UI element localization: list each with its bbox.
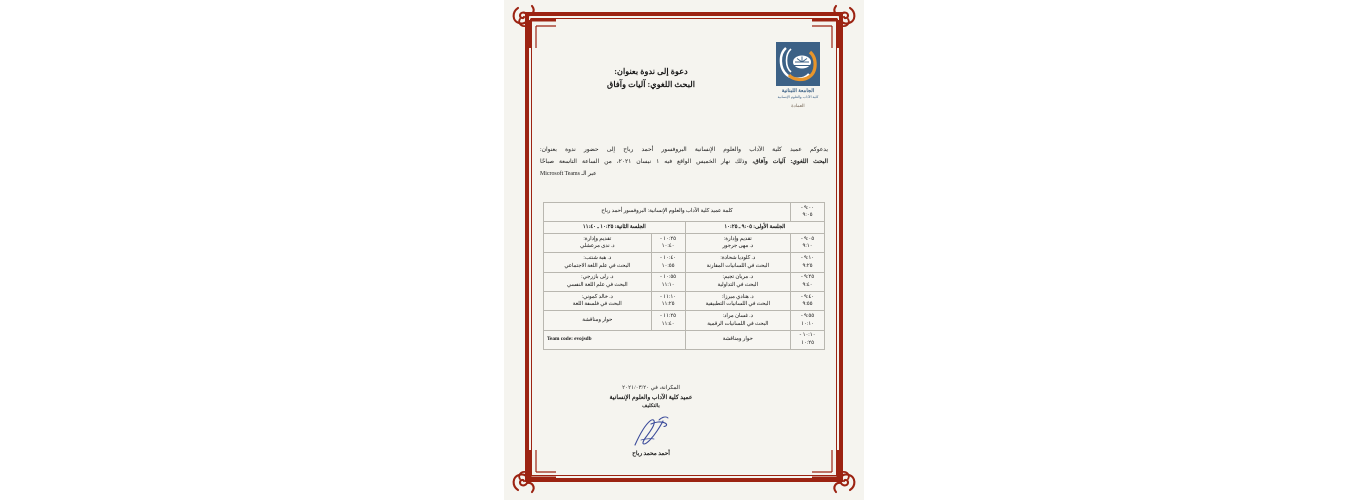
s1-time-2	[791, 272, 825, 291]
opening-time-line2: ٩:٠٥	[802, 212, 813, 219]
s1-time-3-l1: ٩:٤٠ -	[800, 293, 815, 300]
s2-time-3-l2: ١١:٢٥	[661, 301, 675, 308]
s1-item-1-topic: البحث في اللسانيات المقارنة	[706, 262, 769, 269]
team-code[interactable]: Team code: evojsdb	[544, 330, 686, 349]
logo-university-name: الجامعة اللبنانية	[781, 88, 815, 94]
s2-time-4	[651, 311, 685, 330]
s2-item-1-name: د. هبة شنتب:	[583, 254, 612, 261]
s1-item-0	[685, 234, 790, 253]
s1-item-1-name: د. كلوديا شحادة:	[720, 254, 756, 261]
s2-item-2-topic: البحث في علم اللغة النفسي	[566, 281, 628, 288]
s1-time-5-l1: ١٠:١٠ -	[799, 332, 816, 339]
s1-item-0-name: تقديم وإدارة:	[723, 235, 752, 242]
handwritten-signature-icon	[621, 412, 681, 450]
s1-time-3-l2: ٩:٥٥	[802, 301, 813, 308]
signature-date: المكرانة، في ٢٠٢١/٠٣/٢٠	[622, 385, 680, 391]
s2-time-3	[651, 292, 685, 311]
s2-item-0	[544, 234, 652, 253]
intro-line-2-rest: وذلك نهار الخميس الواقع فيه ١ نيسان ٢٠٢١، من الساعة التاسعة صباحًا	[540, 159, 753, 166]
s1-time-1-l2: ٩:٢٥	[802, 262, 813, 269]
intro-line-1: يدعوكم عميد كلية الآداب والعلوم الإنسانية البروفسور أحمد رباح إلى حضور ندوة بعنوان:	[540, 147, 828, 153]
s1-time-2-l2: ٩:٤٠	[802, 281, 813, 288]
lebanese-university-emblem-icon	[776, 42, 820, 86]
s1-item-5-name: حوار ومناقشة	[722, 336, 753, 343]
table-row	[544, 234, 825, 253]
logo-dean-office: العمادة	[791, 103, 805, 109]
s2-time-3-l1: ١١:١٠ -	[660, 293, 677, 300]
s1-time-0-l2: ٩:١٠	[802, 243, 813, 250]
s2-item-1	[544, 253, 652, 272]
s1-time-0	[791, 234, 825, 253]
s1-time-2-l1: ٩:٢٥ -	[800, 274, 815, 281]
s1-time-0-l1: ٩:٠٥ -	[800, 235, 815, 242]
s1-item-2-topic: البحث في التداولية	[717, 281, 758, 288]
s1-item-5	[685, 330, 790, 349]
s2-item-3	[544, 292, 652, 311]
s1-item-4	[685, 311, 790, 330]
s2-item-3-topic: البحث في فلسفة اللغة	[572, 301, 622, 308]
s2-time-2	[651, 272, 685, 291]
s2-time-2-l1: ١٠:٥٥ -	[660, 274, 677, 281]
signer-name: أحمد محمد رباح	[632, 451, 670, 458]
s1-time-4	[791, 311, 825, 330]
s2-time-1-l2: ١٠:٥٥	[661, 262, 675, 269]
s2-item-2-name: د. رلى بازرجي:	[581, 274, 614, 281]
s1-time-4-l1: ٩:٥٥ -	[800, 312, 815, 319]
s1-time-5	[791, 330, 825, 349]
signature-role: عميد كلية الآداب والعلوم الإنسانية	[609, 394, 693, 401]
s2-time-4-l2: ١١:٤٠	[661, 320, 675, 327]
intro-seminar-title: البحث اللغوي: آليات وآفاق،	[752, 159, 828, 166]
s1-item-2	[685, 272, 790, 291]
s2-item-0-name: تقديم وإدارة:	[583, 235, 612, 242]
s1-item-2-name: د. مريان تجيم:	[722, 274, 754, 281]
s2-time-4-l1: ١١:٢٥ -	[660, 312, 677, 319]
s1-time-4-l2: ١٠:١٠	[801, 320, 814, 327]
s2-item-3-name: د. خالد كموني:	[581, 293, 613, 300]
intro-via-label: عبر الـ	[579, 171, 597, 178]
table-row	[544, 292, 825, 311]
session-2-header: الجلسة الثانية: ١٠:٢٥ ـ ١١:٤٠	[544, 222, 686, 234]
title-line-2: البحث اللغوي: آليات وآفاق	[607, 79, 695, 89]
table-row	[544, 253, 825, 272]
table-row-opening	[544, 203, 825, 222]
signature-role-suffix: بالتكليف	[642, 402, 660, 409]
s1-time-5-l2: ١٠:٢٥	[801, 339, 814, 346]
intro-line-3	[540, 168, 828, 180]
s1-item-3-topic: البحث في اللسانيات التطبيقية	[705, 301, 770, 308]
s1-time-3	[791, 292, 825, 311]
table-row	[544, 272, 825, 291]
university-logo	[768, 42, 828, 109]
table-row	[544, 311, 825, 330]
opening-time	[791, 203, 825, 222]
logo-faculty-name: كلية الآداب والعلوم الإنسانية	[777, 94, 819, 99]
s2-time-0-l1: ١٠:٢٥ -	[660, 235, 677, 242]
s2-item-0-topic: د. ندى مرعشلي	[580, 243, 615, 250]
s1-item-4-topic: البحث في اللسانيات الرقمية	[707, 320, 769, 327]
intro-line-2	[540, 156, 828, 168]
document-content	[540, 26, 828, 468]
s2-item-4	[544, 311, 652, 330]
s2-time-0	[651, 234, 685, 253]
platform-name: Microsoft Teams	[540, 171, 580, 178]
s2-time-2-l2: ١١:١٠	[661, 281, 675, 288]
s1-item-3	[685, 292, 790, 311]
session-1-header: الجلسة الأولى: ٩:٠٥ ـ ١٠:٢٥	[685, 222, 824, 234]
s1-item-1	[685, 253, 790, 272]
invitation-document	[504, 0, 864, 500]
opening-time-line1: ٩:٠٠ -	[800, 204, 815, 211]
s2-item-1-topic: البحث في علم اللغة الاجتماعي	[564, 262, 631, 269]
invitation-paragraph	[540, 144, 828, 180]
s1-time-1	[791, 253, 825, 272]
page-title	[540, 66, 762, 91]
s1-item-0-topic: د. مهى جرجور	[722, 243, 754, 250]
opening-speech: كلمة عميد كلية الآداب والعلوم الإنسانية: البروفسور أحمد رباح	[544, 203, 791, 222]
table-row-closing	[544, 330, 825, 349]
program-schedule-table	[543, 202, 825, 350]
s2-item-2	[544, 272, 652, 291]
s1-item-3-name: د. هنادي ميرزا:	[721, 293, 754, 300]
signature-block	[546, 384, 756, 457]
s2-time-0-l2: ١٠:٤٠	[661, 243, 675, 250]
s2-time-1-l1: ١٠:٤٠ -	[660, 254, 677, 261]
title-line-1: دعوة إلى ندوة بعنوان:	[614, 67, 688, 76]
s1-item-4-name: د. غسان مراد:	[722, 312, 753, 319]
s2-item-4-name: حوار ومناقشة	[582, 316, 613, 323]
table-row-session-headers	[544, 222, 825, 234]
s1-time-1-l1: ٩:١٠ -	[800, 254, 815, 261]
s2-time-1	[651, 253, 685, 272]
